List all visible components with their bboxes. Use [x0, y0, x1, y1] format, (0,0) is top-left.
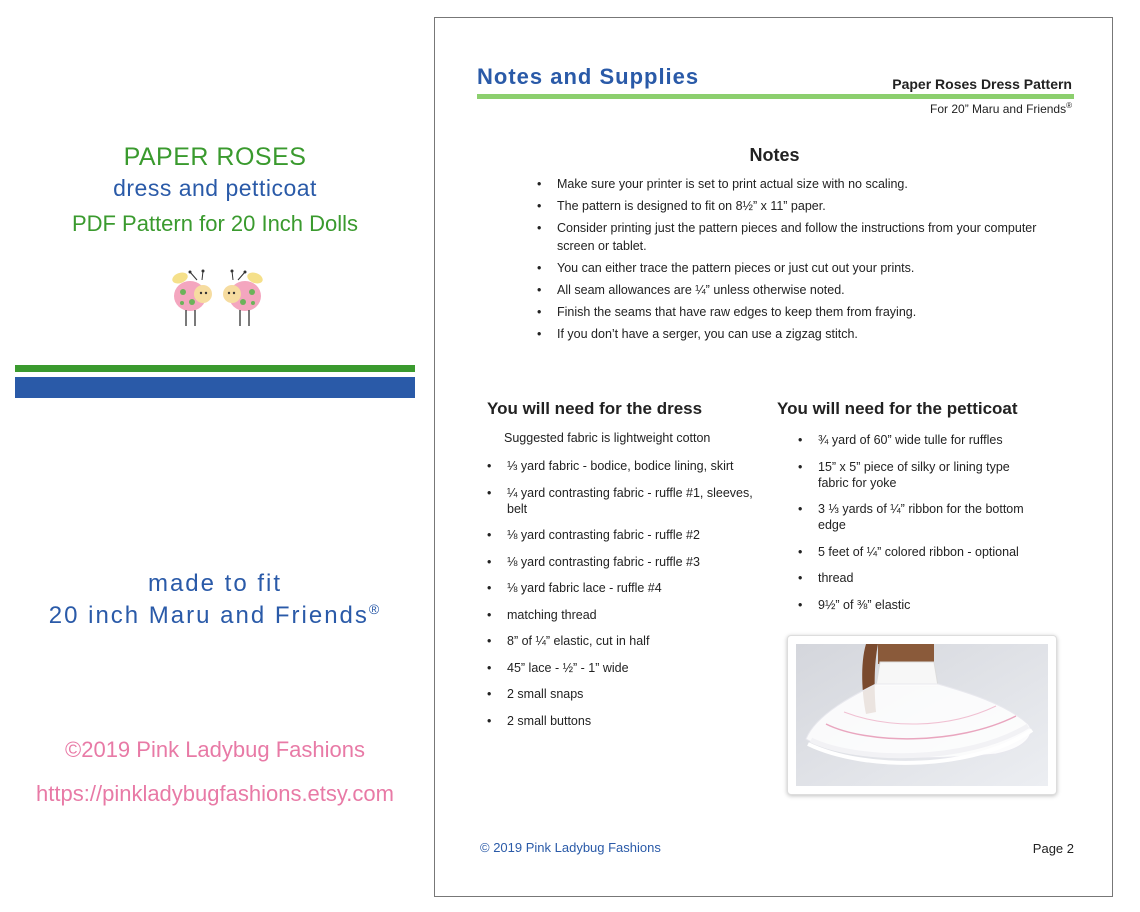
- cover-pattern-line: PDF Pattern for 20 Inch Dolls: [71, 211, 359, 236]
- dress-supplies-list: [487, 458, 757, 739]
- supply-item: • 45” lace - ½” - 1” wide: [487, 660, 757, 676]
- petticoat-image: [796, 644, 1048, 786]
- supply-item: • thread: [798, 570, 1028, 586]
- doll-name-line: [0, 601, 430, 630]
- supply-item: • 5 feet of ¼” colored ribbon - optional: [798, 544, 1028, 560]
- notes-list: [537, 175, 1057, 347]
- page-number: Page 2: [1032, 841, 1074, 856]
- supply-item: • 15” x 5” piece of silky or lining type fabric for yoke: [798, 459, 1028, 491]
- supply-item: • ¾ yard of 60” wide tulle for ruffles: [798, 432, 1028, 448]
- note-item: • Finish the seams that have raw edges to keep them from fraying.: [537, 303, 1057, 321]
- notes-heading: Notes: [749, 145, 800, 165]
- supply-item: • 9½” of ⅜” elastic: [798, 597, 1028, 613]
- supply-item: • ⅛ yard contrasting fabric - ruffle #3: [487, 554, 757, 570]
- supply-item: • ⅛ yard contrasting fabric - ruffle #2: [487, 527, 757, 543]
- cover-panel: [0, 0, 430, 912]
- pattern-name: Paper Roses Dress Pattern: [892, 76, 1072, 92]
- supply-item: • 3 ⅓ yards of ¼” ribbon for the bottom edge: [798, 501, 1028, 533]
- blue-divider-bar: [15, 377, 415, 398]
- ladybugs-logo-icon: [170, 268, 265, 330]
- shop-url-link[interactable]: https://pinkladybugfashions.etsy.com: [36, 781, 394, 806]
- cover-title: PAPER ROSES: [123, 143, 307, 171]
- registered-mark: ®: [368, 601, 382, 617]
- pattern-page: [434, 17, 1113, 897]
- heading-rule: [477, 94, 1074, 99]
- note-item: • Consider printing just the pattern pieces and follow the instructions from your computer screen or tablet.: [537, 219, 1057, 255]
- petticoat-supplies-heading: You will need for the petticoat: [777, 399, 1018, 418]
- supply-item: • ¼ yard contrasting fabric - ruffle #1, sleeves, belt: [487, 485, 757, 517]
- footer-copyright: © 2019 Pink Ladybug Fashions: [480, 840, 661, 855]
- note-item: • All seam allowances are ¼” unless otherwise noted.: [537, 281, 1057, 299]
- green-divider-bar: [15, 365, 415, 372]
- dress-supplies-heading: You will need for the dress: [487, 399, 703, 418]
- for-doll-text: For 20” Maru and Friends: [930, 102, 1067, 116]
- supply-item: • matching thread: [487, 607, 757, 623]
- supply-item: • 2 small buttons: [487, 713, 757, 729]
- supply-item: • 2 small snaps: [487, 686, 757, 702]
- note-item: • You can either trace the pattern pieces or just cut out your prints.: [537, 259, 1057, 277]
- dress-fabric-suggestion: Suggested fabric is lightweight cotton: [504, 431, 711, 445]
- supply-item: • ⅓ yard fabric - bodice, bodice lining, skirt: [487, 458, 757, 474]
- supply-item: • ⅛ yard fabric lace - ruffle #4: [487, 580, 757, 596]
- registered-mark: ®: [1066, 101, 1072, 110]
- note-item: • The pattern is designed to fit on 8½” x 11” paper.: [537, 197, 1057, 215]
- petticoat-photo: [787, 635, 1057, 795]
- doll-name-text: 20 inch Maru and Friends: [48, 602, 369, 629]
- for-doll-line: [930, 101, 1072, 116]
- petticoat-supplies-list: [798, 432, 1028, 623]
- cover-copyright: ©2019 Pink Ladybug Fashions: [65, 737, 365, 762]
- note-item: • Make sure your printer is set to print actual size with no scaling.: [537, 175, 1057, 193]
- page-heading: Notes and Supplies: [477, 64, 700, 89]
- cover-subtitle: dress and petticoat: [113, 175, 317, 201]
- supply-item: • 8” of ¼” elastic, cut in half: [487, 633, 757, 649]
- note-item: • If you don’t have a serger, you can use a zigzag stitch.: [537, 325, 1057, 343]
- made-to-fit-line: made to fit: [147, 570, 283, 597]
